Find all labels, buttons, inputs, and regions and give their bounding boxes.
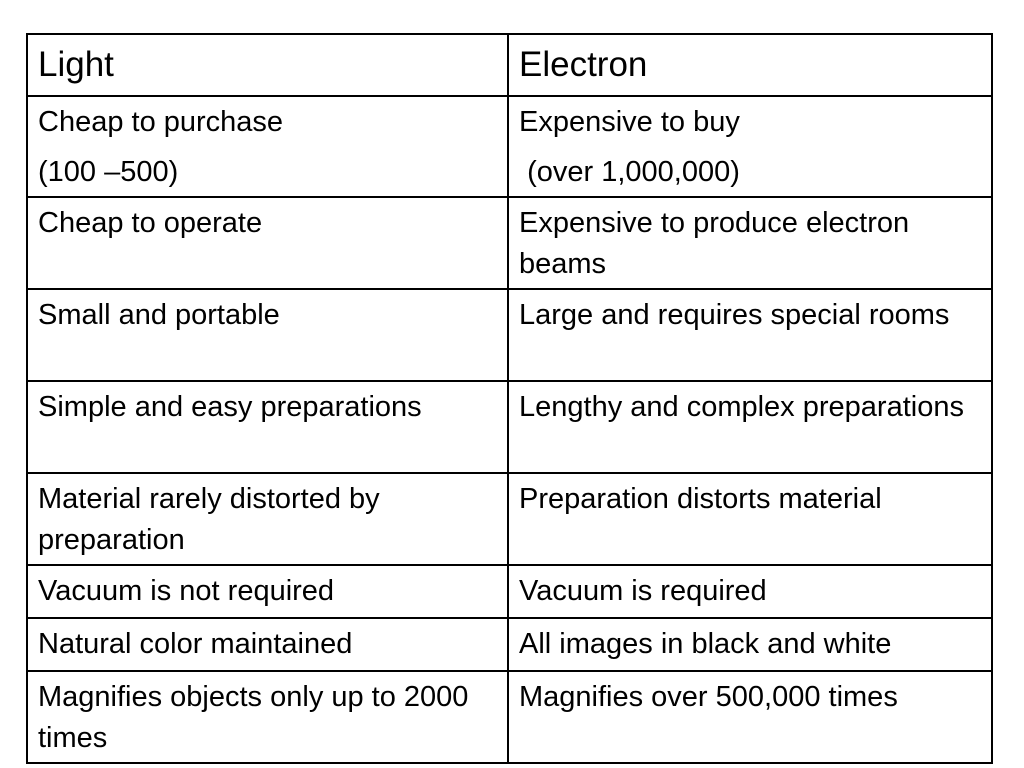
cell-line: Small and portable: [38, 299, 280, 331]
cell-line: Expensive to produce electron beams: [519, 207, 918, 280]
cell-line: Cheap to purchase: [38, 106, 284, 138]
comparison-table: [26, 33, 993, 764]
header-electron: Electron: [508, 34, 992, 96]
table-row: [27, 473, 992, 565]
cell-line: Simple and easy preparations: [38, 391, 422, 423]
cell-line: (100 –500): [38, 156, 179, 188]
table-row: [27, 618, 992, 671]
cell-line: Cheap to operate: [38, 207, 263, 239]
cell-electron: [508, 671, 992, 763]
table-row: [27, 671, 992, 763]
table-body: [27, 96, 992, 763]
cell-electron: [508, 381, 992, 473]
cell-electron: [508, 197, 992, 289]
cell-line: Vacuum is required: [519, 575, 767, 607]
cell-electron: [508, 565, 992, 618]
cell-line: Vacuum is not required: [38, 575, 335, 607]
cell-light: [27, 618, 508, 671]
cell-light: [27, 96, 508, 197]
cell-electron: [508, 289, 992, 381]
table-row: [27, 96, 992, 197]
cell-light: [27, 381, 508, 473]
cell-line: Material rarely distorted by preparation: [38, 483, 388, 556]
header-light: Light: [27, 34, 508, 96]
cell-electron: [508, 618, 992, 671]
cell-light: [27, 197, 508, 289]
cell-electron: [508, 96, 992, 197]
cell-line: Magnifies over 500,000 times: [519, 681, 898, 713]
cell-light: [27, 289, 508, 381]
cell-line: (over 1,000,000): [519, 156, 740, 188]
cell-line: Natural color maintained: [38, 628, 353, 660]
table-row: [27, 381, 992, 473]
cell-line: All images in black and white: [519, 628, 892, 660]
table-row: [27, 197, 992, 289]
table-row: [27, 289, 992, 381]
cell-line: Large and requires special rooms: [519, 299, 950, 331]
cell-line: Expensive to buy: [519, 106, 740, 138]
cell-line: Preparation distorts material: [519, 483, 882, 515]
cell-light: [27, 671, 508, 763]
cell-light: [27, 565, 508, 618]
header-row: [27, 34, 992, 96]
table-row: [27, 565, 992, 618]
cell-line: Magnifies objects only up to 2000 times: [38, 681, 477, 754]
cell-light: [27, 473, 508, 565]
cell-electron: [508, 473, 992, 565]
cell-line: Lengthy and complex preparations: [519, 391, 964, 423]
